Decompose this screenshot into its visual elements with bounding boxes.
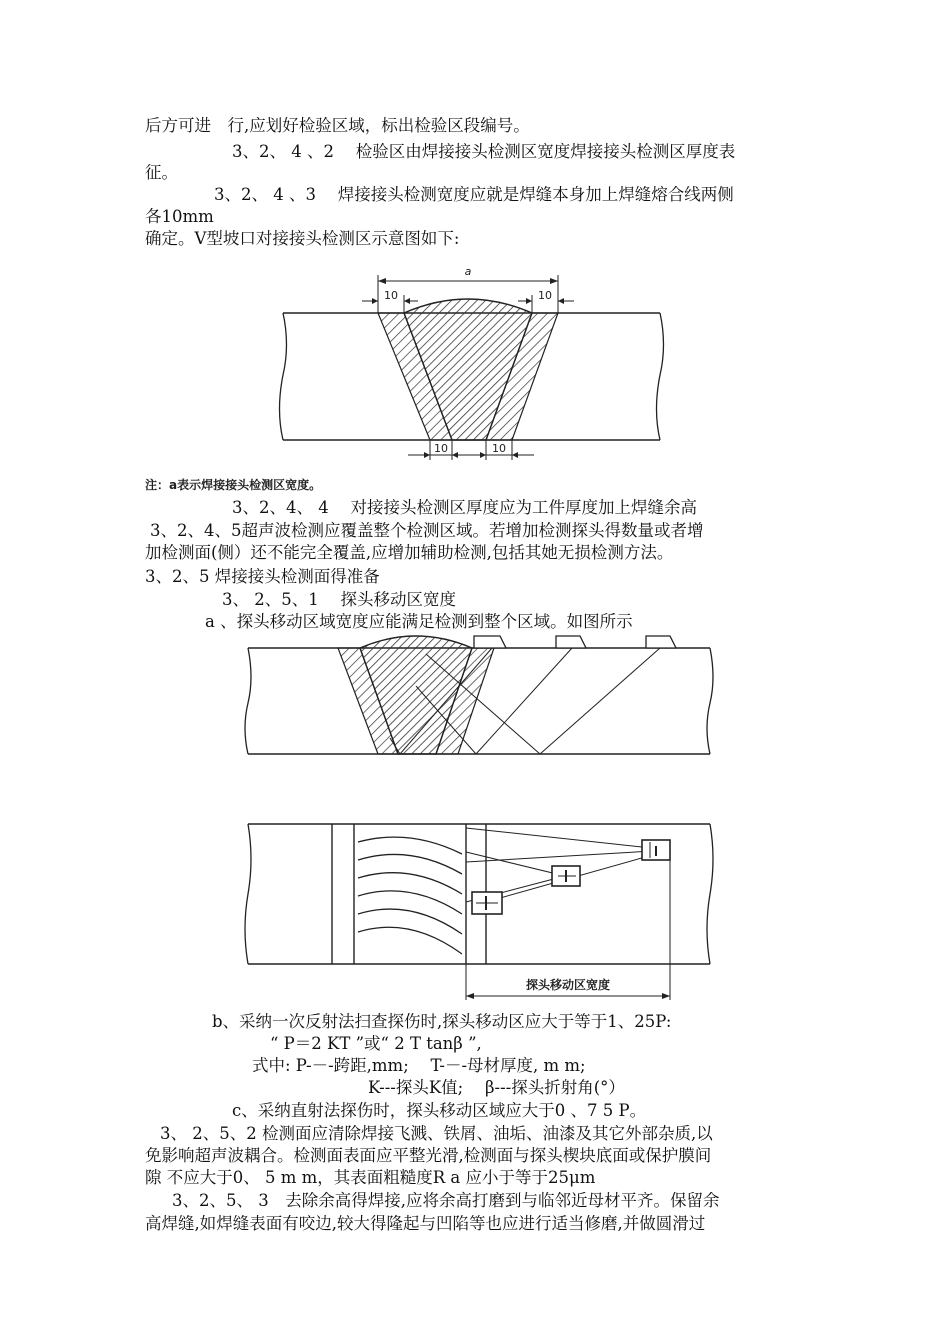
- text-line-11: 3、 2、5、1 探头移动区宽度: [222, 590, 456, 609]
- text-line-4: 3、2、 4 、3 焊接接头检测宽度应就是焊缝本身加上焊缝熔合线两侧: [214, 185, 734, 204]
- text-line-21: 3、2、5、 3 去除余高得焊接,应将余高打磨到与临邻近母材平齐。保留余: [172, 1191, 720, 1210]
- text-line-17: c、采纳直射法探伤时，探头移动区域应大于0 、7 5 P。: [232, 1101, 647, 1120]
- dim-a: a: [464, 265, 472, 278]
- text-line-5: 各10mm: [145, 207, 214, 226]
- text-line-19: 免影响超声波耦合。检测面表面应平整光滑,检测面与探头楔块底面或保护膜间: [145, 1146, 712, 1165]
- text-line-6: 确定。V型坡口对接接头检测区示意图如下:: [145, 229, 460, 248]
- text-line-20: 隙 不应大于0、 5 m m，其表面粗糙度R a 应小于等于25μm: [145, 1168, 596, 1187]
- text-line-9: 加检测面(侧）还不能完全覆盖,应增加辅助检测,包括其她无损检测方法。: [145, 543, 674, 562]
- text-line-3: 征。: [145, 163, 178, 182]
- text-line-22: 高焊缝,如焊缝表面有咬边,较大得隆起与凹陷等也应进行适当修磨,并做圆滑过: [145, 1214, 706, 1233]
- text-line-8: 3、2、4、5超声波检测应覆盖整个检测区域。若增加检测探头得数量或者增: [150, 521, 704, 540]
- figure-probe-cross-section: [240, 628, 720, 764]
- text-line-13: b、采纳一次反射法扫查探伤时,探头移动区应大于等于1、25P:: [212, 1012, 672, 1031]
- figure-v-groove-detection-zone: [140, 255, 700, 495]
- text-line-10: 3、2、5 焊接接头检测面得准备: [145, 567, 380, 586]
- dim-right-10: 10: [538, 289, 552, 302]
- text-line-14: “ P＝2 KT ”或“ 2 T tanβ ”,: [270, 1034, 482, 1053]
- figure1-caption: 注：a表示焊接接头检测区宽度。: [145, 478, 322, 492]
- dim-bottom-left-10: 10: [434, 442, 448, 455]
- figure-probe-movement-zone: [240, 814, 720, 1004]
- text-line-15: 式中: P-－-跨距,mm; T-－-母材厚度, m m;: [252, 1056, 586, 1075]
- text-line-7: 3、2、4、 4 对接接头检测区厚度应为工件厚度加上焊缝余高: [232, 498, 697, 517]
- dim-bottom-right-10: 10: [492, 442, 506, 455]
- probe-movement-zone-label: 探头移动区宽度: [525, 978, 611, 992]
- text-line-18: 3、 2、5、2 检测面应清除焊接飞溅、铁屑、油垢、油漆及其它外部杂质,以: [160, 1124, 713, 1143]
- text-line-1: 后方可进 行,应划好检验区域，标出检验区段编号。: [145, 116, 530, 135]
- dim-left-10: 10: [384, 289, 398, 302]
- text-line-2: 3、2、 4 、2 检验区由焊接接头检测区宽度焊接接头检测区厚度表: [232, 142, 736, 161]
- text-line-16: K---探头K值; β---探头折射角(°）: [368, 1078, 625, 1097]
- text-line-12: a 、探头移动区域宽度应能满足检测到整个区域。如图所示: [205, 612, 633, 631]
